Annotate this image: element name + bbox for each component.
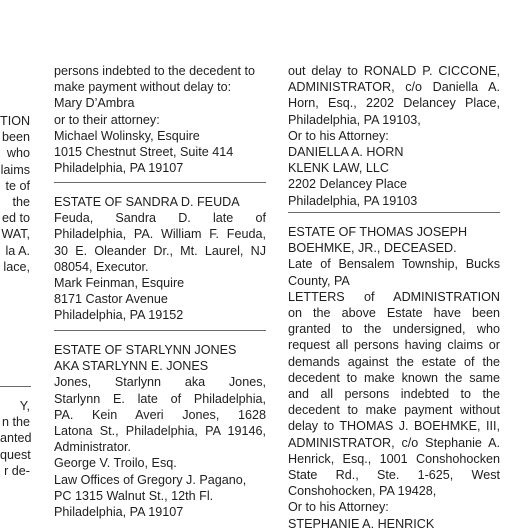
text-line: Late of Bensalem Township, Bucks xyxy=(288,257,500,272)
text-line: County, PA xyxy=(288,273,350,288)
text-line: Conshohocken, PA 19428, xyxy=(288,484,437,499)
text-line: ESTATE OF THOMAS JOSEPH xyxy=(288,225,468,239)
text-line: Philadelphia, PA 19152 xyxy=(54,308,184,323)
text-line: Mary D’Ambra xyxy=(54,96,135,111)
text-line: PA. Kein Averi Jones, 1628 xyxy=(54,407,266,422)
text-line: Or to his Attorney: xyxy=(288,500,389,515)
text-line: Philadelphia, PA 19103, xyxy=(288,112,421,127)
text-line: decedent to make known the same xyxy=(288,370,500,385)
text-line: ESTATE OF STARLYNN JONES xyxy=(54,343,237,357)
text-line: George V. Troilo, Esq. xyxy=(54,456,177,471)
divider-right-1 xyxy=(288,212,500,213)
text-line: 2202 Delancey Place xyxy=(288,177,408,192)
text-line: n the xyxy=(1,415,30,430)
text-line: 1015 Chestnut Street, Suite 414 xyxy=(54,145,234,159)
text-line: r de- xyxy=(4,463,30,478)
divider-left xyxy=(0,386,31,387)
text-line: BOEHMKE, JR., DECEASED. xyxy=(288,241,457,256)
text-line: on the above Estate have been xyxy=(288,306,500,320)
text-line: la A. xyxy=(5,243,30,258)
text-line: the xyxy=(12,195,30,209)
text-line: and all persons indebted to the xyxy=(288,387,500,401)
text-line: delay to THOMAS J. BOEHMKE, III, xyxy=(288,419,500,434)
text-line: demands against the estate of the xyxy=(288,354,500,369)
text-line: DANIELLA A. HORN xyxy=(288,145,404,159)
text-line: PC 1315 Walnut St., 12th Fl. xyxy=(54,488,214,503)
text-line: Or to his Attorney: xyxy=(288,128,389,143)
text-line: or to their attorney: xyxy=(54,112,160,127)
text-line: Jones, Starlynn aka Jones, xyxy=(54,375,266,390)
text-line: TION xyxy=(0,114,31,128)
text-line: Mark Feinman, Esquire xyxy=(54,276,185,290)
text-line: persons indebted to the decedent to xyxy=(54,64,255,78)
text-line: make payment without delay to: xyxy=(54,80,232,95)
text-line: anted xyxy=(0,431,32,446)
text-line: ESTATE OF SANDRA D. FEUDA xyxy=(54,195,240,209)
text-line: KLENK LAW, LLC xyxy=(288,161,390,176)
divider-middle-1 xyxy=(54,182,266,183)
text-line: WAT, xyxy=(1,227,30,242)
text-line: AKA STARLYNN E. JONES xyxy=(54,359,209,374)
divider-middle-2 xyxy=(54,330,266,331)
text-line: Starlynn E. late of Philadelphia, xyxy=(54,391,266,406)
text-line: State Rd., Ste. 1-625, West xyxy=(288,468,500,482)
text-line: lace, xyxy=(3,259,30,274)
text-line: Law Offices of Gregory J. Pagano, xyxy=(54,472,247,487)
text-line: quest xyxy=(0,447,31,462)
text-line: Administrator. xyxy=(54,440,131,455)
text-line: Latona St., Philadelphia, PA 19146, xyxy=(54,424,266,438)
text-line: STEPHANIE A. HENRICK xyxy=(288,516,435,531)
text-line: ed to xyxy=(1,211,30,226)
text-line: 8171 Castor Avenue xyxy=(54,292,168,307)
text-line: Henrick, Esq., 1001 Conshohocken xyxy=(288,451,500,466)
text-line: te of xyxy=(5,178,30,193)
text-line: out delay to RONALD P. CICCONE, xyxy=(288,64,500,78)
text-line: LETTERS of ADMINISTRATION xyxy=(288,289,500,304)
text-line: decedent to make payment without xyxy=(288,403,500,418)
text-line: Philadelphia, PA 19107 xyxy=(54,505,184,519)
text-line: Philadelphia, PA 19107 xyxy=(54,161,184,176)
text-line: 30 E. Oleander Dr., Mt. Laurel, NJ xyxy=(54,243,266,258)
text-line: ADMINISTRATOR, c/o Stephanie A. xyxy=(288,435,500,450)
text-line: 08054, Executor. xyxy=(54,259,149,274)
text-line: Michael Wolinsky, Esquire xyxy=(54,128,200,143)
text-line: ADMINISTRATOR, c/o Daniella A. xyxy=(288,80,500,95)
text-line: Horn, Esq., 2202 Delancey Place, xyxy=(288,96,500,111)
text-line: Philadelphia, PA. William F. Feuda, xyxy=(54,227,266,242)
text-line: Feuda, Sandra D. late of xyxy=(54,211,266,226)
text-line: who xyxy=(6,146,30,161)
text-line: laims xyxy=(0,162,30,177)
text-line: Y, xyxy=(19,399,30,413)
text-line: granted to the undersigned, who xyxy=(288,322,500,337)
text-line: been xyxy=(1,130,30,145)
text-line: request all persons having claims or xyxy=(288,338,500,353)
text-line: Philadelphia, PA 19103 xyxy=(288,193,418,208)
